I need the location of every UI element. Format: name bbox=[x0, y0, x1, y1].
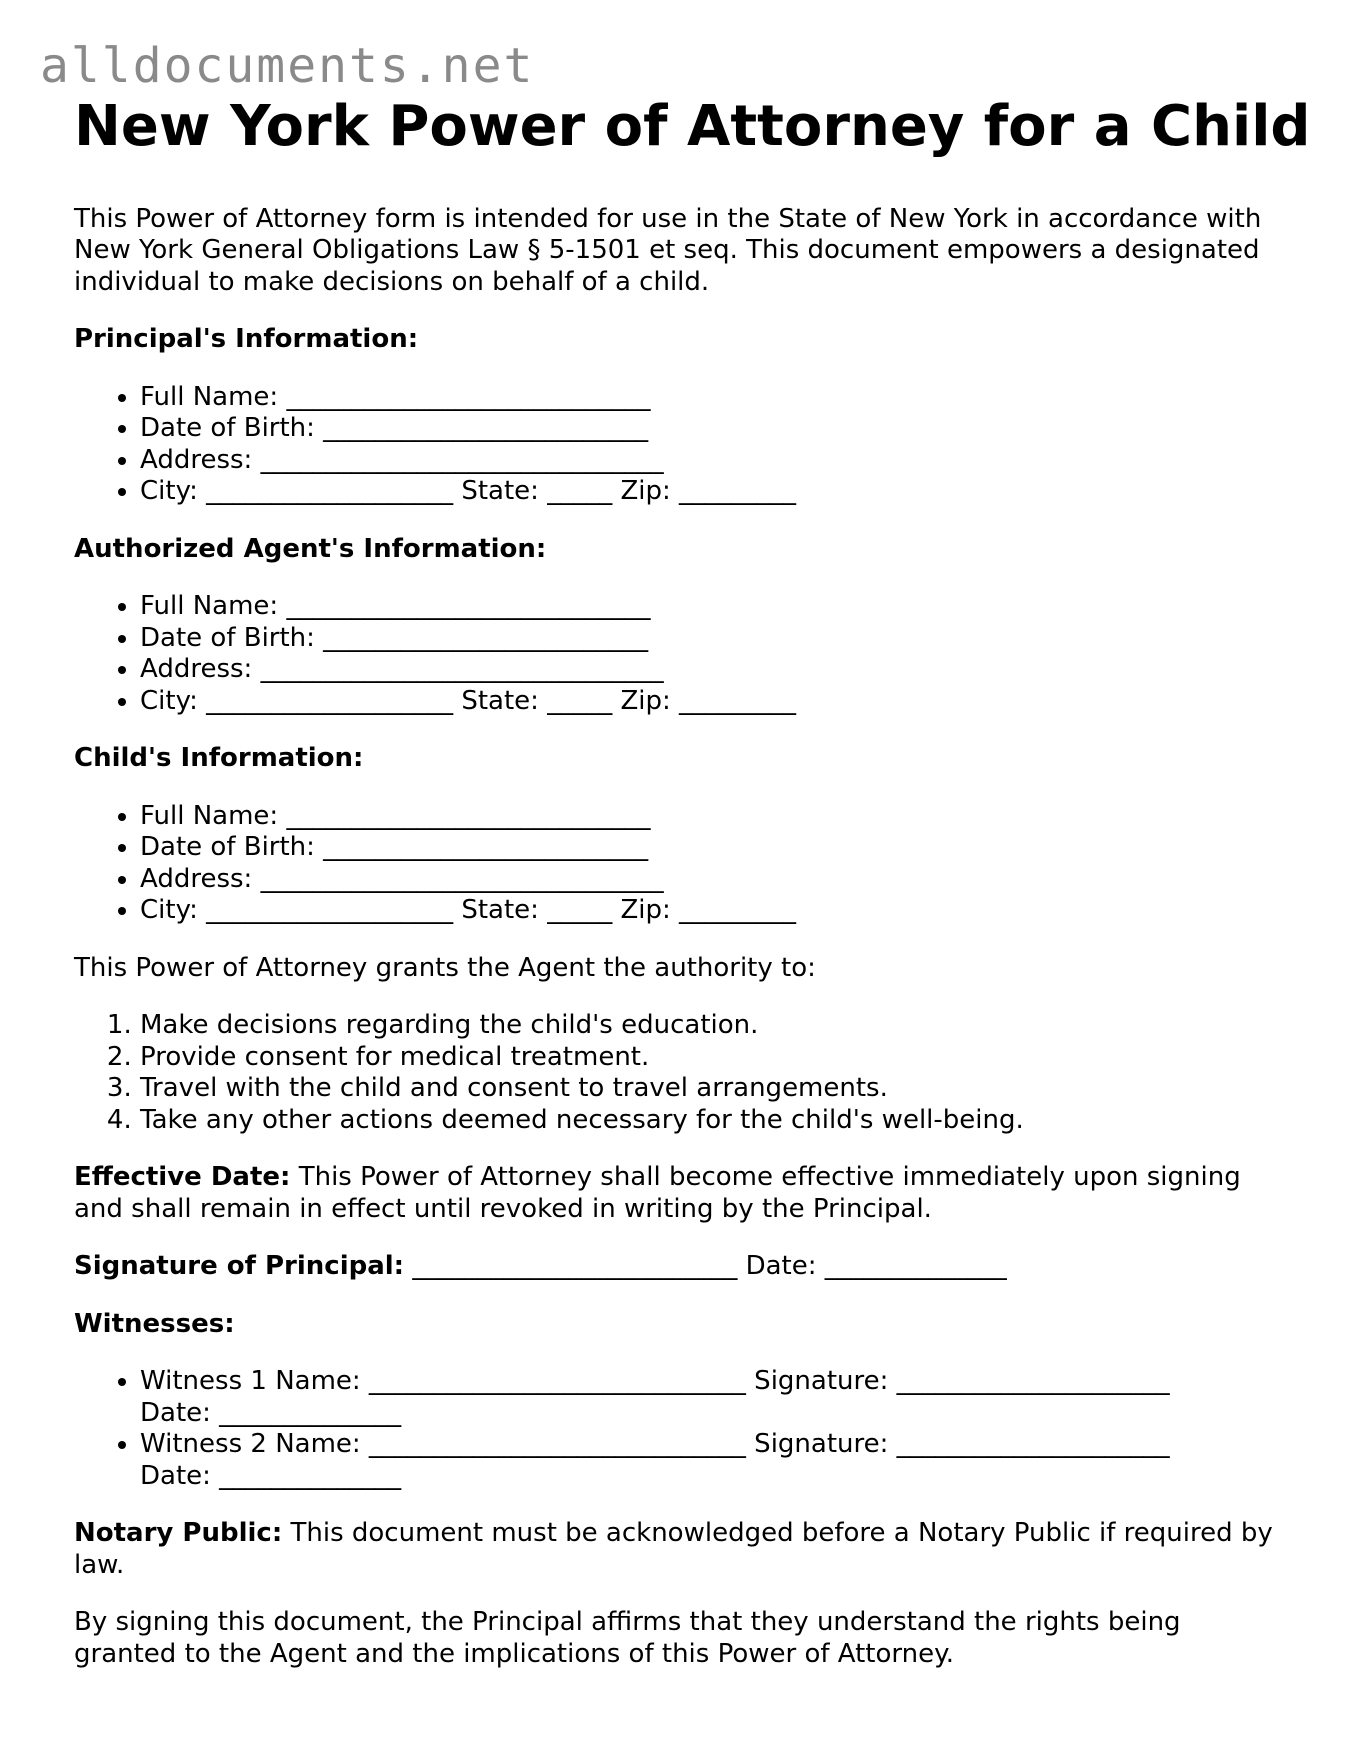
child-city-field: • City: ___________________ State: _____ Zip: _________ bbox=[140, 895, 1274, 927]
principal-signature-label: Signature of Principal: bbox=[74, 1251, 405, 1282]
child-heading: Child's Information: bbox=[74, 743, 364, 774]
grant-item: 1. Make decisions regarding the child's education. bbox=[140, 1010, 1274, 1042]
child-dob-field: • Date of Birth: _________________________ bbox=[140, 832, 1274, 864]
principal-address-field: • Address: _______________________________ bbox=[140, 445, 1274, 477]
agent-heading: Authorized Agent's Information: bbox=[74, 533, 547, 564]
principal-city-field: • City: ___________________ State: _____ Zip: _________ bbox=[140, 476, 1274, 508]
agent-address-field: • Address: _______________________________ bbox=[140, 654, 1274, 686]
effective-date-label: Effective Date: bbox=[74, 1162, 291, 1193]
grant-item: 3. Travel with the child and consent to travel arrangements. bbox=[140, 1073, 1274, 1105]
grant-item: 4. Take any other actions deemed necessary for the child's well-being. bbox=[140, 1105, 1274, 1137]
notary-label: Notary Public: bbox=[74, 1518, 283, 1549]
principal-full-name-field: • Full Name: ____________________________ bbox=[140, 382, 1274, 414]
agent-dob-field: • Date of Birth: _________________________ bbox=[140, 623, 1274, 655]
effective-date-text: This Power of Attorney shall become effective immediately upon signing and shall remain in effect until revoked in writing by the Principal. bbox=[74, 1162, 1241, 1224]
principal-dob-field: • Date of Birth: _________________________ bbox=[140, 413, 1274, 445]
watermark: alldocuments.net bbox=[40, 38, 535, 94]
agent-full-name-field: • Full Name: ____________________________ bbox=[140, 591, 1274, 623]
child-full-name-field: • Full Name: ____________________________ bbox=[140, 801, 1274, 833]
document-title: New York Power of Attorney for a Child bbox=[74, 94, 1311, 159]
notary-paragraph bbox=[74, 1518, 1274, 1581]
child-fields bbox=[74, 801, 1274, 927]
document bbox=[74, 94, 1311, 1696]
agent-fields bbox=[74, 591, 1274, 717]
principal-heading: Principal's Information: bbox=[74, 324, 419, 355]
witnesses-list bbox=[74, 1366, 1274, 1492]
intro-paragraph: This Power of Attorney form is intended for use in the State of New York in accordance with New York General Obligations Law § 5-1501 et seq. This document empowers a designated individual to make decisions on behalf of a child. bbox=[74, 203, 1262, 297]
grant-item: 2. Provide consent for medical treatment. bbox=[140, 1042, 1274, 1074]
witness-1-line: • Witness 1 Name: _____________________________ Signature: _____________________ Date: ______________ bbox=[140, 1366, 1214, 1429]
grants-intro: This Power of Attorney grants the Agent the authority to: bbox=[74, 952, 816, 983]
principal-fields bbox=[74, 382, 1274, 508]
child-address-field: • Address: _______________________________ bbox=[140, 864, 1274, 896]
notary-text: This document must be acknowledged before a Notary Public if required by law. bbox=[74, 1518, 1273, 1580]
witnesses-heading: Witnesses: bbox=[74, 1308, 235, 1339]
principal-signature-line bbox=[74, 1251, 1274, 1283]
grants-list bbox=[74, 1010, 1274, 1136]
effective-date-paragraph bbox=[74, 1162, 1274, 1225]
agent-city-field: • City: ___________________ State: _____ Zip: _________ bbox=[140, 686, 1274, 718]
closing-paragraph: By signing this document, the Principal affirms that they understand the rights being granted to the Agent and the implications of this Power of Attorney. bbox=[74, 1607, 1181, 1669]
witness-2-line: • Witness 2 Name: _____________________________ Signature: _____________________ Date: ______________ bbox=[140, 1429, 1214, 1492]
principal-signature-blanks: _________________________ Date: ______________ bbox=[404, 1251, 1007, 1282]
